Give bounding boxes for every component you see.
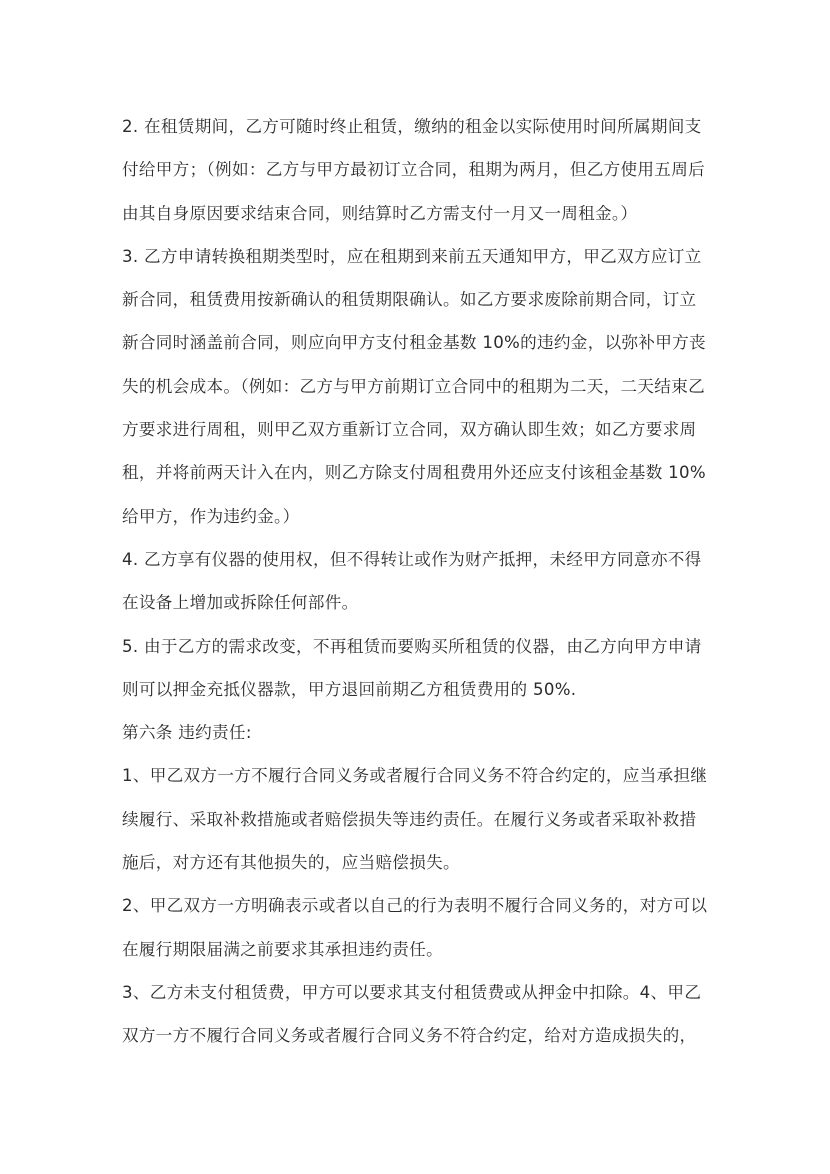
text-line: 给甲方，作为违约金。）	[122, 506, 300, 526]
text-line: 新合同，租赁费用按新确认的租赁期限确认。如乙方要求废除前期合同，订立	[122, 290, 697, 310]
text-line: 在履行期限届满之前要求其承担违约责任。	[122, 939, 443, 959]
text-line: 双方一方不履行合同义务或者履行合同义务不符合约定，给对方造成损失的，	[122, 1026, 697, 1046]
text-line: 1、甲乙双方一方不履行合同义务或者履行合同义务不符合约定的，应当承担继	[122, 766, 708, 786]
text-line: 由其自身原因要求结束合同，则结算时乙方需支付一月又一周租金。）	[122, 203, 638, 223]
text-line: 付给甲方；（例如：乙方与甲方最初订立合同，租期为两月，但乙方使用五周后	[122, 160, 705, 180]
text-line: 在设备上增加或拆除任何部件。	[122, 593, 359, 613]
text-line: 5. 由于乙方的需求改变，不再租赁而要购买所租赁的仪器，由乙方向甲方申请	[122, 636, 702, 656]
text-line: 则可以押金充抵仪器款，甲方退回前期乙方租赁费用的 50%.	[122, 679, 577, 699]
text-line: 方要求进行周租，则甲乙双方重新订立合同，双方确认即生效；如乙方要求周	[122, 420, 697, 440]
section-heading: 第六条 违约责任:	[122, 723, 252, 743]
text-line: 2. 在租赁期间，乙方可随时终止租赁，缴纳的租金以实际使用时间所属期间支	[122, 117, 702, 136]
text-line: 施后，对方还有其他损失的，应当赔偿损失。	[122, 853, 460, 873]
text-line: 新合同时涵盖前合同，则应向甲方支付租金基数 10%的违约金，以弥补甲方丧	[122, 333, 706, 353]
text-line: 2、甲乙双方一方明确表示或者以自己的行为表明不履行合同义务的，对方可以	[122, 896, 708, 916]
document-body	[122, 105, 722, 1058]
text-line: 3、乙方未支付租赁费，甲方可以要求其支付租赁费或从押金中扣除。4、甲乙	[122, 982, 702, 1002]
text-line: 失的机会成本。（例如：乙方与甲方前期订立合同中的租期为二天，二天结束乙	[122, 376, 705, 396]
text-line: 租，并将前两天计入在内，则乙方除支付周租费用外还应支付该租金基数 10%	[122, 463, 706, 483]
text-line: 3. 乙方申请转换租期类型时，应在租期到来前五天通知甲方，甲乙双方应订立	[122, 246, 702, 266]
text-line: 续履行、采取补救措施或者赔偿损失等违约责任。在履行义务或者采取补救措	[122, 809, 697, 829]
text-line: 4. 乙方享有仪器的使用权，但不得转让或作为财产抵押，未经甲方同意亦不得	[122, 549, 702, 569]
